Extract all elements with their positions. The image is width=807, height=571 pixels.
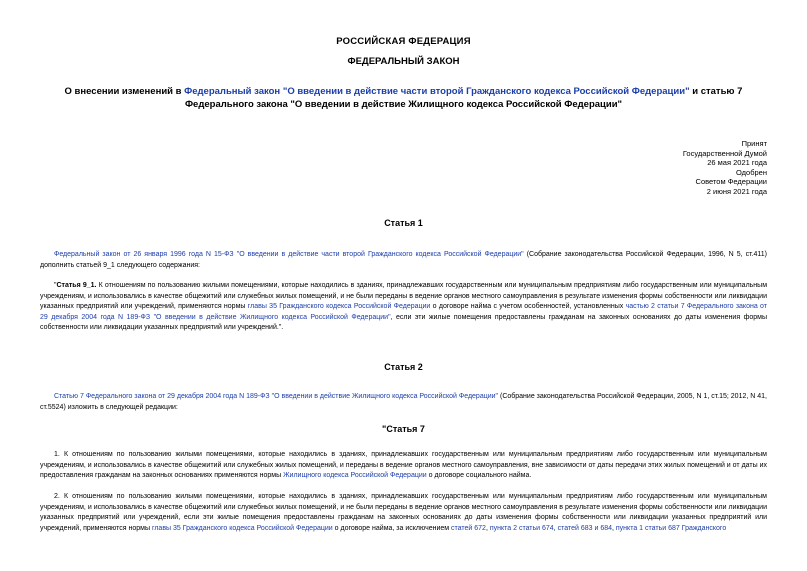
article-7-heading: "Статья 7 [382, 424, 425, 434]
approved-label: Одобрен [736, 167, 767, 177]
link-part-2-article-7-189fz[interactable]: частью 2 статьи 7 Федерального закона от 29 декабря 2004 года N 189-ФЗ "О введении в действие Жилищного кодекса Российской Федерации" [40, 303, 767, 321]
quote-article-label: Статья 9_1. [56, 282, 97, 289]
link-federal-law-15fz[interactable]: Федеральный закон от 26 января 1996 года N 15-ФЗ "О введении в действие части второй Гражданского кодекса Российской Федерации" [54, 251, 524, 258]
adoption-block [683, 139, 767, 196]
link-chapter-35-civil-code-2[interactable]: главы 35 Гражданского кодекса Российской Федерации [151, 524, 333, 532]
article-2-paragraph [40, 392, 767, 413]
quote-open: " [54, 282, 57, 289]
link-article-687[interactable]: пункта 1 статьи 687 Гражданского [615, 524, 727, 532]
item-1-text-2: о договоре социального найма. [426, 472, 532, 480]
link-article-674[interactable]: пункта 2 статьи 674 [489, 524, 554, 532]
law-title [50, 85, 757, 111]
quote-text-1: К отношениям по пользованию жилыми помещениями, которые находились в зданиях, принадлежавших государственным или муниципальным предприятиям либо государственным или муниципальным учреждениям, и использовались в качестве общежитий или служебных жилых помещений, и не были переданы в ведение органов местного самоуправления в результате изменения формы собственности или ликвидации указанных предприятий или учреждений, применяются нормы [40, 282, 768, 311]
article-2-paragraph-text: (Собрание законодательства Российской Федерации, 2005, N 1, ст.15; 2012, N 41, ст.5524) изложить в следующей редакции: [40, 393, 767, 411]
article-1-paragraph-text: (Собрание законодательства Российской Федерации, 1996, N 5, ст.411) дополнить статьей 9_1 следующего содержания: [40, 251, 767, 269]
article-1-paragraph [40, 250, 767, 271]
title-suffix: и статью 7 Федерального закона "О введении в действие Жилищного кодекса Российской Федерации" [184, 86, 743, 110]
adopted-label: Принят [741, 139, 767, 148]
link-chapter-35-civil-code[interactable]: главы 35 Гражданского кодекса Российской Федерации [247, 303, 431, 311]
article-9-1-quote [40, 281, 767, 334]
link-article-7-189fz[interactable]: Статью 7 Федерального закона от 29 декабря 2004 года N 189-ФЗ "О введении в действие Жилищного кодекса Российской Федерации" [54, 393, 499, 400]
title-link-civil-code-law[interactable]: Федеральный закон "О введении в действие части второй Гражданского кодекса Российской Федерации" [184, 86, 690, 97]
article-1-heading: Статья 1 [384, 218, 423, 228]
article-7-item-1 [40, 450, 767, 482]
quote-text-3: , если эти жилые помещения предоставлены гражданам на законных основаниях до даты изменения формы собственности или ликвидации указанных предприятий или учреждений.". [40, 313, 767, 332]
link-housing-code[interactable]: Жилищного кодекса Российской Федерации [283, 472, 427, 480]
country-heading: РОССИЙСКАЯ ФЕДЕРАЦИЯ [336, 36, 471, 47]
title-prefix: О внесении изменений в [64, 86, 185, 97]
approved-date: 2 июня 2021 года [706, 186, 767, 196]
item-2-text-1: 2. К отношениям по пользованию жилыми помещениями, которые находились в зданиях, принадлежавших государственным или муниципальным предприятиям либо государственным или муниципальным учреждениям, и использовались в качестве общежитий или служебных жилых помещений, и не были переданы в ведение органов местного самоуправления в результате изменения формы собственности или ликвидации указанных предприятий или учреждений, если эти жилые помещения предоставлены гражданам на законных основаниях до даты изменения формы собственности или ликвидации указанных предприятий или учреждений, применяются нормы [40, 493, 767, 532]
item-2-text-2: о договоре найма, за исключением [332, 524, 452, 532]
law-type-heading: ФЕДЕРАЛЬНЫЙ ЗАКОН [347, 56, 460, 67]
adopted-by: Государственной Думой [682, 148, 767, 158]
quote-text-2: о договоре найма с учетом особенностей, установленных [430, 303, 626, 311]
link-articles-683-684[interactable]: статей 683 и 684 [557, 524, 612, 532]
article-7-item-2 [40, 492, 767, 534]
link-article-672[interactable]: статей 672 [451, 524, 486, 532]
item-2-sep-2: , [553, 524, 558, 532]
item-1-text-1: 1. К отношениям по пользованию жилыми помещениями, которые находились в зданиях, принадлежавших государственным или муниципальным предприятиям либо государственным или муниципальным учреждениям, и использовались в качестве общежитий или служебных жилых помещений, и переданы в ведение органов местного самоуправления, вне зависимости от даты передачи этих жилых помещений и от даты их предоставления гражданам на законных основаниях применяются нормы [40, 451, 767, 480]
adopted-date: 26 мая 2021 года [707, 158, 767, 167]
item-2-sep-3: , [612, 524, 616, 532]
article-2-heading: Статья 2 [384, 362, 423, 372]
approved-by: Советом Федерации [695, 177, 767, 186]
item-2-sep-1: , [485, 524, 490, 532]
